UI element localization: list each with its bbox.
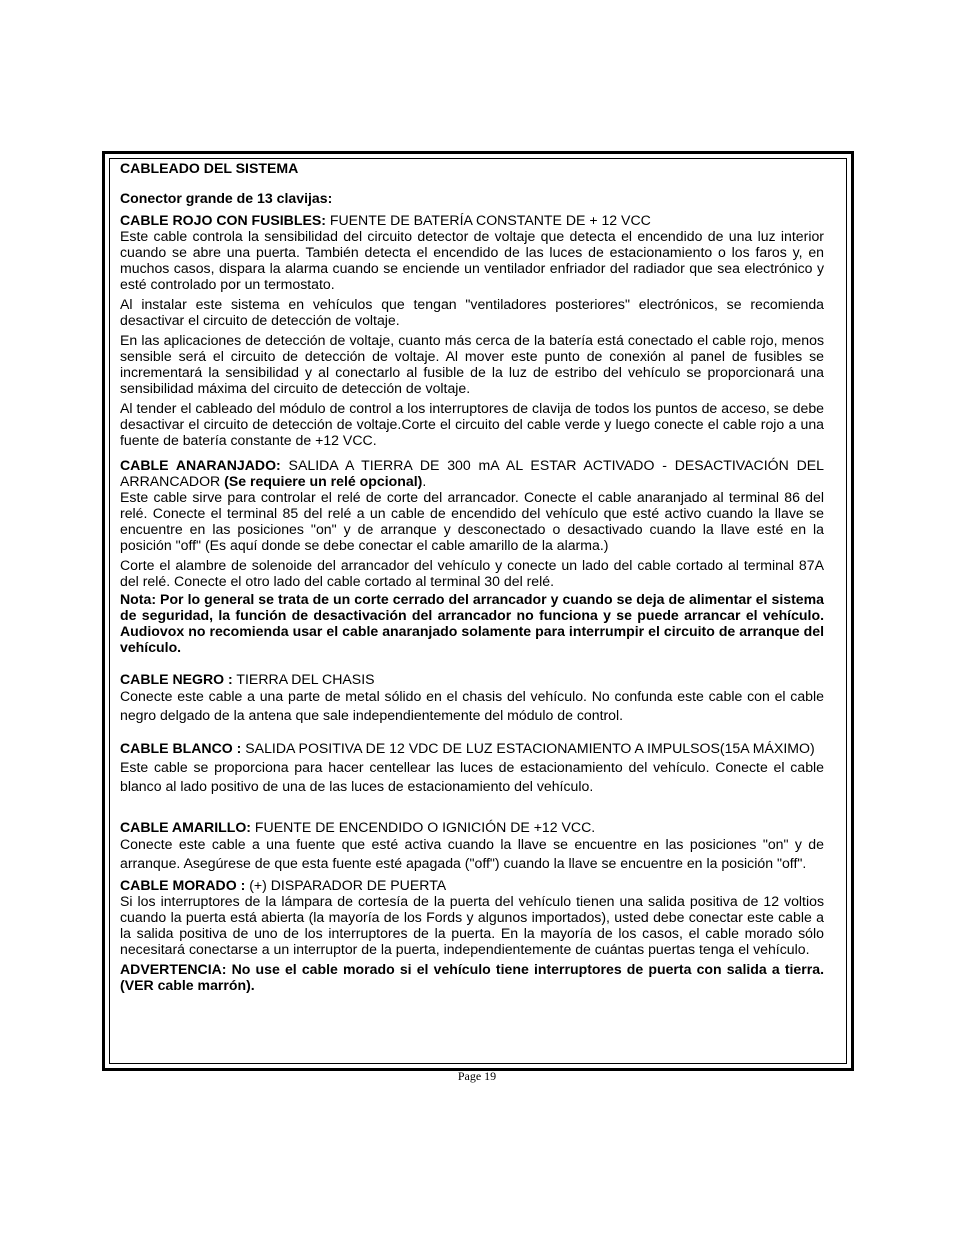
white-wire-heading — [120, 739, 824, 758]
red-wire-paragraph-1: Este cable controla la sensibilidad del circuito detector de voltaje que detecta el encendido de una luz interior cuando se abre una puerta. También detecta el encendido de las luces de estacionamiento o los faros y, en muchos casos, dispara la alarma cuando se enciende un ventilador enfriador del radiador que sea electrónico y esté controlado por un termostato. — [120, 228, 824, 292]
connector-heading: Conector grande de 13 clavijas: — [120, 190, 333, 206]
yellow-wire-desc: FUENTE DE ENCENDIDO O IGNICIÓN DE +12 VCC. — [251, 819, 596, 835]
document-content — [120, 160, 824, 993]
orange-wire-desc: SALIDA A TIERRA DE 300 mA AL ESTAR ACTIVADO - DESACTIVACIÓN DEL ARRANCADOR — [120, 457, 824, 489]
page-number: Page 19 — [457, 1069, 497, 1083]
red-wire-label: CABLE ROJO CON FUSIBLES: — [120, 212, 326, 228]
orange-wire-paragraph-1: Este cable sirve para controlar el relé de corte del arrancador. Conecte el cable anaranjado al terminal 86 del relé. Conecte el terminal 85 del relé a un cable de encendido del vehículo que esté activo cuando la llave se encuentre en las posiciones "on" y de arranque y desconectado o desactivado cuando la llave esté en la posición "off" (Es aquí donde se debe conectar el cable amarillo de la alarma.) — [120, 489, 824, 553]
black-wire-desc: TIERRA DEL CHASIS — [232, 671, 375, 687]
purple-wire-heading — [120, 877, 824, 893]
orange-wire-desc-bold: (Se requiere un relé opcional) — [224, 473, 423, 489]
purple-wire-label: CABLE MORADO : — [120, 877, 246, 893]
orange-wire-label: CABLE ANARANJADO: — [120, 457, 281, 473]
yellow-wire-label: CABLE AMARILLO: — [120, 819, 252, 835]
red-wire-paragraph-4: Al tender el cableado del módulo de control a los interruptores de clavija de todos los puntos de acceso, se debe desactivar el circuito de detección de voltaje.Corte el circuito del cable verde y luego conecte el cable rojo a una fuente de batería constante de +12 VCC. — [120, 400, 824, 448]
white-wire-paragraph-1: Este cable se proporciona para hacer centellear las luces de estacionamiento del vehículo. Conecte el cable blanco al lado positivo de una de las luces de estacionamiento del vehículo. — [120, 759, 824, 794]
orange-wire-paragraph-2: Corte el alambre de solenoide del arrancador del vehículo y conecte un lado del cable cortado al terminal 87A del relé. Conecte el otro lado del cable cortado al terminal 30 del relé. — [120, 557, 824, 589]
black-wire-paragraph-1: Conecte este cable a una parte de metal sólido en el chasis del vehículo. No confunda este cable con el cable negro delgado de la antena que sale independientemente del módulo de control. — [120, 688, 824, 723]
red-wire-desc: FUENTE DE BATERÍA CONSTANTE DE + 12 VCC — [325, 212, 651, 228]
red-wire-paragraph-2: Al instalar este sistema en vehículos que tengan "ventiladores posteriores" electrónicos, se recomienda desactivar el circuito de detección de voltaje. — [120, 296, 824, 328]
section-title: CABLEADO DEL SISTEMA — [120, 160, 299, 176]
yellow-wire-heading — [120, 819, 824, 835]
orange-wire-note: Nota: Por lo general se trata de un corte cerrado del arrancador y cuando se deja de alimentar el sistema de seguridad, la función de desactivación del arrancador no funciona y se puede arrancar el vehículo. Audiovox no recomienda usar el cable anaranjado solamente para interrumpir el circuito de arranque del vehículo. — [120, 591, 824, 655]
black-wire-label: CABLE NEGRO : — [120, 671, 233, 687]
orange-wire-heading — [120, 457, 824, 489]
purple-wire-paragraph-1: Si los interruptores de la lámpara de cortesía de la puerta del vehículo tienen una salida positiva de 12 voltios cuando la puerta está abierta (la mayoría de los Fords y algunos importados), usted debe conectar este cable a la salida positiva de uno de los interruptores de la puerta. En la mayoría de los casos, el cable morado sólo necesitará conectarse a un interruptor de la puerta, independientemente de cuántas puertas tenga el vehículo. — [120, 893, 824, 957]
purple-wire-desc: (+) DISPARADOR DE PUERTA — [245, 877, 447, 893]
orange-wire-desc-end: . — [422, 473, 427, 489]
yellow-wire-paragraph-1: Conecte este cable a una fuente que esté activa cuando la llave se encuentre en las posiciones "on" y de arranque. Asegúrese de que esta fuente esté apagada ("off") cuando la llave se encuentre en la posición "off". — [120, 836, 824, 871]
red-wire-heading — [120, 212, 824, 228]
red-wire-paragraph-3: En las aplicaciones de detección de voltaje, cuanto más cerca de la batería está conectado el cable rojo, menos sensible será el circuito de detección de voltaje. Al mover este punto de conexión al panel de fusibles se incrementará la sensibilidad y al conectarlo al fusible de la luz de estribo del vehículo se proporcionará una sensibilidad máxima del circuito de detección de voltaje. — [120, 332, 824, 396]
purple-wire-warning: ADVERTENCIA: No use el cable morado si el vehículo tiene interruptores de puerta con salida a tierra. (VER cable marrón). — [120, 961, 824, 993]
white-wire-desc: SALIDA POSITIVA DE 12 VDC DE LUZ ESTACIONAMIENTO A IMPULSOS(15A MÁXIMO) — [241, 740, 815, 756]
black-wire-heading — [120, 671, 824, 687]
white-wire-label: CABLE BLANCO : — [120, 740, 242, 756]
